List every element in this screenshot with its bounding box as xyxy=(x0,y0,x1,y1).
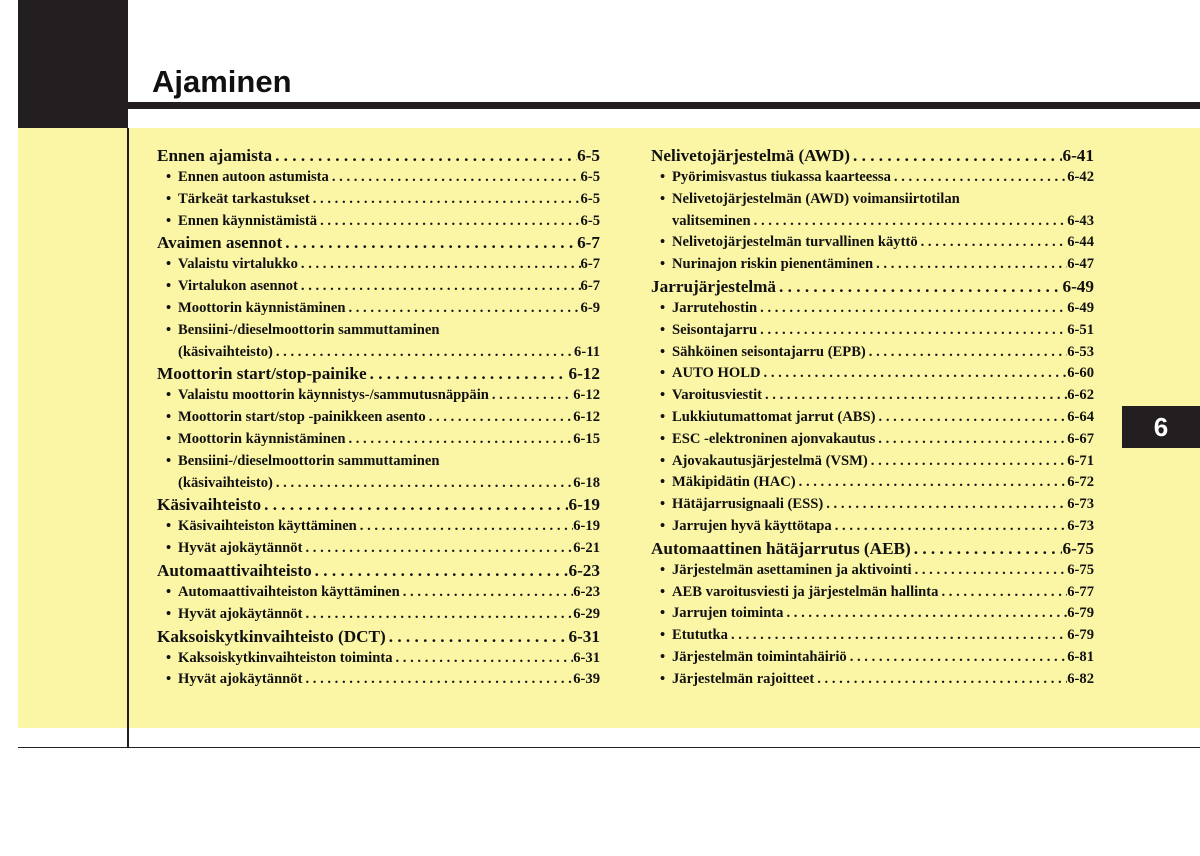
toc-entry-label: ESC -elektroninen ajonvakautus xyxy=(672,430,876,447)
bullet-icon: • xyxy=(660,496,666,513)
bullet-icon: • xyxy=(660,517,666,534)
toc-item-entry[interactable] xyxy=(651,494,1094,516)
toc-item-entry[interactable] xyxy=(157,429,600,451)
toc-entry-label: Ennen autoon astumista xyxy=(178,169,329,185)
toc-item-entry[interactable] xyxy=(157,167,600,189)
toc-item-entry[interactable] xyxy=(157,451,600,473)
bullet-icon: • xyxy=(660,234,666,251)
toc-entry-page: 6-12 xyxy=(573,387,600,404)
bullet-icon: • xyxy=(166,649,172,666)
toc-entry-page: 6-5 xyxy=(580,212,600,229)
toc-item-entry[interactable] xyxy=(157,407,600,429)
toc-entry-label: Järjestelmän toimintahäiriö xyxy=(672,648,847,665)
bullet-icon: • xyxy=(660,430,666,447)
toc-item-entry[interactable] xyxy=(157,538,600,560)
toc-entry-continuation[interactable] xyxy=(157,342,600,364)
toc-entry-label: Nurinajon riskin pienentäminen xyxy=(672,256,874,273)
toc-section-entry[interactable] xyxy=(157,494,600,516)
toc-entry-page: 6-43 xyxy=(1067,212,1094,229)
dot-leader xyxy=(762,385,1067,407)
bullet-icon: • xyxy=(166,452,172,469)
toc-entry-label: Järjestelmän rajoitteet xyxy=(672,670,815,687)
bullet-icon: • xyxy=(660,670,666,687)
bullet-icon: • xyxy=(660,365,666,382)
toc-section-entry[interactable] xyxy=(157,560,600,582)
toc-entry-label: Käsivaihteiston käyttäminen xyxy=(178,518,357,535)
bullet-icon: • xyxy=(166,671,172,688)
toc-entry-label: Hyvät ajokäytännöt xyxy=(178,671,303,688)
dot-leader xyxy=(386,626,569,648)
toc-item-entry[interactable] xyxy=(651,451,1094,473)
toc-item-entry[interactable] xyxy=(651,669,1094,691)
toc-item-entry[interactable] xyxy=(157,211,600,233)
toc-item-entry[interactable] xyxy=(651,232,1094,254)
dot-leader xyxy=(393,648,574,670)
dot-leader xyxy=(357,516,573,538)
toc-item-entry[interactable] xyxy=(651,582,1094,604)
toc-entry-label: Jarrujen toiminta xyxy=(672,605,784,622)
bullet-icon: • xyxy=(166,583,172,600)
dot-leader xyxy=(298,276,581,298)
bullet-icon: • xyxy=(166,278,172,295)
toc-entry-page: 6-11 xyxy=(574,343,600,360)
dot-leader xyxy=(273,342,574,364)
toc-item-entry[interactable] xyxy=(651,189,1094,211)
toc-entry-page: 6-5 xyxy=(580,169,600,185)
toc-entry-page: 6-23 xyxy=(573,583,600,600)
dot-leader xyxy=(728,625,1067,647)
toc-entry-label: Jarrutehostin xyxy=(672,299,758,316)
toc-item-entry[interactable] xyxy=(651,472,1094,494)
toc-entry-label: Seisontajarru xyxy=(672,321,758,338)
toc-section-entry[interactable] xyxy=(651,538,1094,560)
dot-leader xyxy=(272,145,577,167)
dot-leader xyxy=(302,669,573,691)
toc-entry-page: 6-29 xyxy=(573,605,600,622)
bullet-icon: • xyxy=(660,387,666,404)
toc-entry-label: Jarrujärjestelmä xyxy=(651,276,777,296)
toc-item-entry[interactable] xyxy=(157,320,600,342)
toc-entry-label: Moottorin start/stop -painikkeen asento xyxy=(178,409,426,426)
toc-entry-page: 6-15 xyxy=(573,430,600,447)
dot-leader xyxy=(776,276,1062,298)
toc-item-entry[interactable] xyxy=(157,669,600,691)
toc-section-entry[interactable] xyxy=(157,363,600,385)
dot-leader xyxy=(310,189,581,211)
dot-leader xyxy=(876,407,1068,429)
toc-entry-page: 6-51 xyxy=(1067,321,1094,338)
dot-leader xyxy=(783,603,1067,625)
toc-item-entry[interactable] xyxy=(651,560,1094,582)
toc-item-entry[interactable] xyxy=(651,407,1094,429)
toc-entry-label: Varoitusviestit xyxy=(672,387,762,404)
dot-leader xyxy=(814,669,1067,691)
chapter-title: Ajaminen xyxy=(152,64,292,99)
toc-section-entry[interactable] xyxy=(157,145,600,167)
bullet-icon: • xyxy=(660,474,666,491)
dot-leader xyxy=(847,647,1068,669)
toc-entry-page: 6-75 xyxy=(1062,538,1094,558)
toc-item-entry[interactable] xyxy=(157,298,600,320)
toc-item-entry[interactable] xyxy=(157,189,600,211)
toc-entry-label: Nelivetojärjestelmän (AWD) voimansiirtotilan xyxy=(672,190,960,207)
bullet-icon: • xyxy=(166,212,172,229)
toc-entry-label: Automaattinen hätäjarrutus (AEB) xyxy=(651,538,911,558)
dot-leader xyxy=(891,167,1067,189)
dot-leader xyxy=(832,516,1068,538)
dot-leader xyxy=(757,298,1067,320)
toc-entry-label: Moottorin start/stop-painike xyxy=(157,364,367,384)
toc-entry-page: 6-60 xyxy=(1067,365,1094,382)
toc-entry-page: 6-5 xyxy=(577,146,600,165)
toc-entry-label: Ennen ajamista xyxy=(157,146,273,165)
toc-item-entry[interactable] xyxy=(651,647,1094,669)
toc-entry-page: 6-12 xyxy=(568,364,600,384)
bullet-icon: • xyxy=(166,169,172,185)
dot-leader xyxy=(302,604,573,626)
toc-entry-label: Valaistu virtalukko xyxy=(178,256,298,273)
toc-item-entry[interactable] xyxy=(651,254,1094,276)
dot-leader xyxy=(345,429,573,451)
toc-item-entry[interactable] xyxy=(157,385,600,407)
bullet-icon: • xyxy=(166,299,172,316)
toc-item-entry[interactable] xyxy=(651,363,1094,385)
toc-entry-label: Nelivetojärjestelmä (AWD) xyxy=(651,146,851,165)
toc-entry-page: 6-19 xyxy=(573,518,600,535)
toc-entry-page: 6-53 xyxy=(1067,343,1094,360)
bullet-icon: • xyxy=(660,256,666,273)
chapter-number-tab[interactable]: 6 xyxy=(1122,406,1200,448)
toc-entry-page: 6-81 xyxy=(1067,648,1094,665)
toc-entry-page: 6-31 xyxy=(573,649,600,666)
bullet-icon: • xyxy=(660,190,666,207)
toc-entry-label: Moottorin käynnistäminen xyxy=(178,299,346,316)
dot-leader xyxy=(317,211,580,233)
toc-entry-page: 6-44 xyxy=(1067,234,1094,251)
toc-entry-page: 6-41 xyxy=(1062,146,1094,165)
dot-leader xyxy=(329,167,581,189)
toc-item-entry[interactable] xyxy=(651,342,1094,364)
dot-leader xyxy=(866,342,1067,364)
toc-item-entry[interactable] xyxy=(651,516,1094,538)
toc-entry-label: Ajovakautusjärjestelmä (VSM) xyxy=(672,452,868,469)
toc-item-entry[interactable] xyxy=(651,625,1094,647)
toc-entry-page: 6-5 xyxy=(580,190,600,207)
toc-entry-label: Sähköinen seisontajarru (EPB) xyxy=(672,343,866,360)
toc-entry-page: 6-47 xyxy=(1067,256,1094,273)
toc-section-entry[interactable] xyxy=(157,232,600,254)
bullet-icon: • xyxy=(660,321,666,338)
toc-entry-label: Järjestelmän asettaminen ja aktivointi xyxy=(672,561,912,578)
toc-entry-label: Ennen käynnistämistä xyxy=(178,212,318,229)
dot-leader xyxy=(918,232,1068,254)
toc-entry-label: Automaattivaihteisto xyxy=(157,560,312,580)
toc-entry-page: 6-23 xyxy=(568,560,600,580)
toc-entry-page: 6-67 xyxy=(1067,430,1094,447)
toc-item-entry[interactable] xyxy=(651,385,1094,407)
bullet-icon: • xyxy=(660,561,666,578)
dot-leader xyxy=(757,320,1067,342)
toc-item-entry[interactable] xyxy=(651,167,1094,189)
dot-leader xyxy=(912,560,1068,582)
bullet-icon: • xyxy=(166,190,172,207)
toc-entry-label: Avaimen asennot xyxy=(157,233,283,253)
toc-entry-page: 6-73 xyxy=(1067,517,1094,534)
toc-entry-label: Bensiini-/dieselmoottorin sammuttaminen xyxy=(178,452,440,469)
toc-entry-page: 6-7 xyxy=(580,278,600,295)
toc-entry-label: Bensiini-/dieselmoottorin sammuttaminen xyxy=(178,321,440,338)
toc-entry-page: 6-62 xyxy=(1067,387,1094,404)
toc-entry-label: Tärkeät tarkastukset xyxy=(178,190,310,207)
bullet-icon: • xyxy=(660,583,666,600)
bullet-icon: • xyxy=(166,430,172,447)
toc-item-entry[interactable] xyxy=(651,320,1094,342)
toc-entry-page: 6-19 xyxy=(568,495,600,515)
toc-entry-label: Mäkipidätin (HAC) xyxy=(672,474,796,491)
bullet-icon: • xyxy=(660,343,666,360)
toc-section-entry[interactable] xyxy=(651,276,1094,298)
dot-leader xyxy=(302,538,573,560)
toc-entry-page: 6-42 xyxy=(1067,169,1094,185)
toc-entry-label: Kaksoiskytkinvaihteisto (DCT) xyxy=(157,626,386,646)
toc-entry-label: Jarrujen hyvä käyttötapa xyxy=(672,517,832,534)
bullet-icon: • xyxy=(660,169,666,185)
toc-item-entry[interactable] xyxy=(157,276,600,298)
toc-entry-label: Käsivaihteisto xyxy=(157,495,262,515)
dot-leader xyxy=(823,494,1067,516)
toc-item-entry[interactable] xyxy=(651,429,1094,451)
toc-entry-label: Pyörimisvastus tiukassa kaarteessa xyxy=(672,169,891,185)
bullet-icon: • xyxy=(166,540,172,557)
toc-item-entry[interactable] xyxy=(157,648,600,670)
toc-entry-page: 6-72 xyxy=(1067,474,1094,491)
toc-entry-page: 6-9 xyxy=(580,299,600,316)
toc-section-entry[interactable] xyxy=(157,626,600,648)
toc-entry-label: Moottorin käynnistäminen xyxy=(178,430,346,447)
toc-entry-label: Lukkiutumattomat jarrut (ABS) xyxy=(672,408,876,425)
toc-item-entry[interactable] xyxy=(157,604,600,626)
toc-entry-label: Automaattivaihteiston käyttäminen xyxy=(178,583,400,600)
dot-leader xyxy=(850,145,1062,167)
dot-leader xyxy=(761,363,1068,385)
toc-entry-label: Hätäjarrusignaali (ESS) xyxy=(672,496,824,513)
toc-entry-page: 6-18 xyxy=(573,474,600,491)
dot-leader xyxy=(911,538,1063,560)
toc-entry-label: Kaksoiskytkinvaihteiston toiminta xyxy=(178,649,393,666)
bullet-icon: • xyxy=(660,605,666,622)
toc-entry-page: 6-75 xyxy=(1067,561,1094,578)
dot-leader xyxy=(489,385,573,407)
bullet-icon: • xyxy=(660,408,666,425)
toc-entry-continuation[interactable] xyxy=(157,473,600,495)
bullet-icon: • xyxy=(166,256,172,273)
toc-entry-page: 6-82 xyxy=(1067,670,1094,687)
toc-item-entry[interactable] xyxy=(157,582,600,604)
bullet-icon: • xyxy=(660,648,666,665)
toc-entry-page: 6-7 xyxy=(577,233,600,253)
dot-leader xyxy=(298,254,581,276)
toc-entry-label: Nelivetojärjestelmän turvallinen käyttö xyxy=(672,234,918,251)
toc-item-entry[interactable] xyxy=(157,516,600,538)
dot-leader xyxy=(796,472,1068,494)
dot-leader xyxy=(367,363,569,385)
bullet-icon: • xyxy=(660,627,666,644)
toc-item-entry[interactable] xyxy=(651,603,1094,625)
bottom-rule xyxy=(18,747,1200,748)
toc-entry-label: AUTO HOLD xyxy=(672,365,761,382)
toc-entry-label: AEB varoitusviesti ja järjestelmän hallinta xyxy=(672,583,939,600)
bullet-icon: • xyxy=(166,605,172,622)
bullet-icon: • xyxy=(660,452,666,469)
dot-leader xyxy=(261,494,568,516)
dot-leader xyxy=(345,298,580,320)
toc-entry-page: 6-73 xyxy=(1067,496,1094,513)
toc-item-entry[interactable] xyxy=(651,298,1094,320)
toc-entry-page: 6-64 xyxy=(1067,408,1094,425)
toc-entry-label: Valaistu moottorin käynnistys-/sammutusnäppäin xyxy=(178,387,489,404)
header-rule xyxy=(128,102,1200,109)
dot-leader xyxy=(751,211,1068,233)
toc-entry-label: Etututka xyxy=(672,627,728,644)
bullet-icon: • xyxy=(166,409,172,426)
toc-entry-label: (käsivaihteisto) xyxy=(178,474,273,491)
bullet-icon: • xyxy=(166,321,172,338)
left-margin-rule xyxy=(127,128,129,748)
toc-entry-label: valitseminen xyxy=(672,212,751,229)
toc-entry-page: 6-79 xyxy=(1067,627,1094,644)
bullet-icon: • xyxy=(166,518,172,535)
bullet-icon: • xyxy=(660,299,666,316)
header-black-block xyxy=(18,0,128,128)
toc-section-entry[interactable] xyxy=(651,145,1094,167)
toc-entry-page: 6-7 xyxy=(580,256,600,273)
toc-column-left xyxy=(157,145,600,691)
dot-leader xyxy=(312,560,569,582)
toc-entry-label: (käsivaihteisto) xyxy=(178,343,273,360)
toc-entry-page: 6-79 xyxy=(1067,605,1094,622)
toc-entry-page: 6-49 xyxy=(1062,276,1094,296)
dot-leader xyxy=(426,407,574,429)
toc-entry-label: Hyvät ajokäytännöt xyxy=(178,540,303,557)
toc-entry-page: 6-71 xyxy=(1067,452,1094,469)
toc-item-entry[interactable] xyxy=(157,254,600,276)
dot-leader xyxy=(400,582,573,604)
toc-entry-page: 6-21 xyxy=(573,540,600,557)
toc-column-right xyxy=(651,145,1094,691)
dot-leader xyxy=(273,473,573,495)
toc-entry-page: 6-39 xyxy=(573,671,600,688)
dot-leader xyxy=(875,429,1067,451)
dot-leader xyxy=(282,232,577,254)
toc-entry-page: 6-31 xyxy=(568,626,600,646)
toc-entry-continuation[interactable] xyxy=(651,211,1094,233)
bullet-icon: • xyxy=(166,387,172,404)
toc-entry-label: Virtalukon asennot xyxy=(178,278,298,295)
toc-entry-page: 6-12 xyxy=(573,409,600,426)
toc-entry-label: Hyvät ajokäytännöt xyxy=(178,605,303,622)
dot-leader xyxy=(868,451,1067,473)
dot-leader xyxy=(938,582,1067,604)
toc-entry-page: 6-49 xyxy=(1067,299,1094,316)
dot-leader xyxy=(873,254,1067,276)
toc-entry-page: 6-77 xyxy=(1067,583,1094,600)
